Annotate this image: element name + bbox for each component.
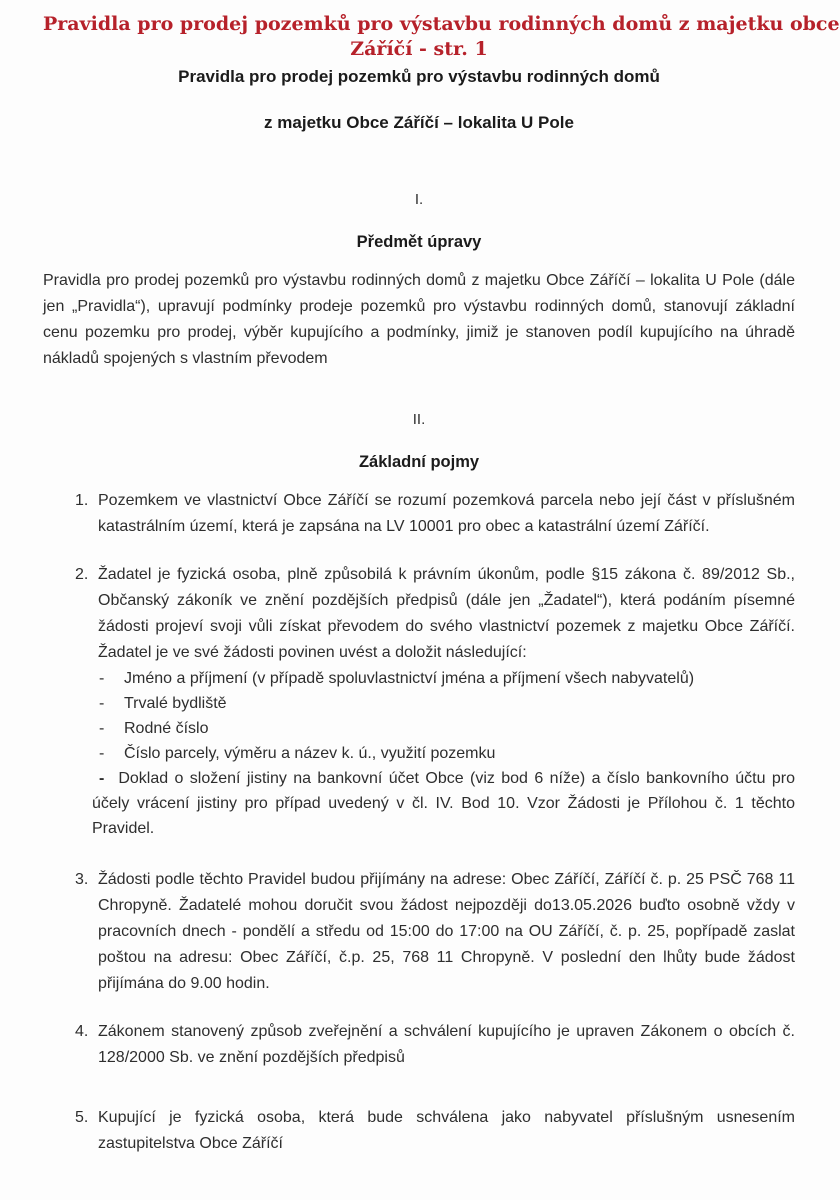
dash-list-item-5 [92,766,795,841]
dash-bullet: - [99,745,105,762]
list-item-5-text: Kupující je fyzická osoba, která bude schválena jako nabyvatel příslušným usnesením zastupitelstva Obce Záříčí [98,1109,795,1152]
list-item-1 [75,488,795,540]
document-title: Pravidla pro prodej pozemků pro výstavbu rodinných domů [178,67,660,86]
dash-list-item-2 [99,691,795,716]
list-item-4 [75,1019,795,1071]
dash-list-item-4 [99,741,795,766]
list-item-3-text: Žádosti podle těchto Pravidel budou přijímány na adrese: Obec Záříčí, Záříčí č. p. 25 PSČ 768 11 Chropyně. Žadatelé mohou doručit svou žádost nejpozději do13.05.2026 buďto osobně vždy v pracovních dnech - pondělí a středu od 15:00 do 17:00 na OU Záříčí, č. p. 25, popřípadě zaslat poštou na adresu: Obec Záříčí, č.p. 25, 768 11 Chropyně. V poslední den lhůty bude žádost přijímána do 9.00 hodin. [98,871,795,992]
section-1-heading: Předmět úpravy [356,233,482,251]
list-item-4-number: 4. [75,1023,89,1040]
page-header-title-line2: Záříčí - str. 1 [350,38,488,60]
dash-list-item-3 [99,716,795,741]
document-subtitle: z majetku Obce Záříčí – lokalita U Pole [264,113,574,132]
list-item-4-text: Zákonem stanovený způsob zveřejnění a schválení kupujícího je upraven Zákonem o obcích č. 128/2000 Sb. ve znění pozdějších předpisů [98,1023,795,1066]
dash-list-item-1-text: Jméno a příjmení (v případě spoluvlastnictví jména a příjmení všech nabyvatelů) [124,670,695,687]
page-header-title-line1: Pravidla pro prodej pozemků pro výstavbu rodinných domů z majetku obce [43,13,840,35]
section-1-numeral: I. [414,191,424,208]
list-item-3-number: 3. [75,871,89,888]
page-header [43,12,840,62]
list-item-2-text: Žadatel je fyzická osoba, plně způsobilá k právním úkonům, podle §15 zákona č. 89/2012 Sb., Občanský zákoník ve znění pozdějších předpisů (dále jen „Žadatel“), která podáním písemné žádosti projeví svoji vůli získat převodem do svého vlastnictví pozemek z majetku Obce Záříčí. Žadatel je ve své žádosti povinen uvést a doložit následující: [98,566,795,661]
list-item-2 [75,562,795,666]
dash-list-item-5-text: Doklad o složení jistiny na bankovní účet Obce (viz bod 6 níže) a číslo bankovního účtu pro účely vrácení jistiny pro případ uvedený v čl. IV. Bod 10. Vzor Žádosti je Přílohou č. 1 těchto Pravidel. [92,770,795,837]
list-item-5-number: 5. [75,1109,89,1126]
dash-bullet: - [99,670,105,687]
section-2-heading: Základní pojmy [358,453,480,471]
dash-list-item-1 [99,666,795,691]
section-1-paragraph: Pravidla pro prodej pozemků pro výstavbu rodinných domů z majetku Obce Záříčí – lokalita U Pole (dále jen „Pravidla“), upravují podmínky prodeje pozemků pro výstavbu rodinných domů, stanovují základní cenu pozemku pro prodej, výběr kupujícího a podmínky, jimiž je stanoven podíl kupujícího na úhradě nákladů spojených s vlastním převodem [43,272,795,367]
list-item-5 [75,1105,795,1157]
dash-bullet: - [99,770,105,787]
section-2-numeral: II. [412,411,426,428]
dash-bullet: - [99,695,105,712]
list-item-3 [75,867,795,997]
dash-list-item-3-text: Rodné číslo [124,720,209,737]
list-item-2-number: 2. [75,566,89,583]
dash-list-item-2-text: Trvalé bydliště [124,695,227,712]
dash-bullet: - [99,720,105,737]
list-item-1-text: Pozemkem ve vlastnictví Obce Záříčí se rozumí pozemková parcela nebo její část v příslušném katastrálním území, která je zapsána na LV 10001 pro obec a katastrální území Záříčí. [98,492,795,535]
list-item-1-number: 1. [75,492,89,509]
dash-list-item-4-text: Číslo parcely, výměru a název k. ú., využití pozemku [124,745,496,762]
